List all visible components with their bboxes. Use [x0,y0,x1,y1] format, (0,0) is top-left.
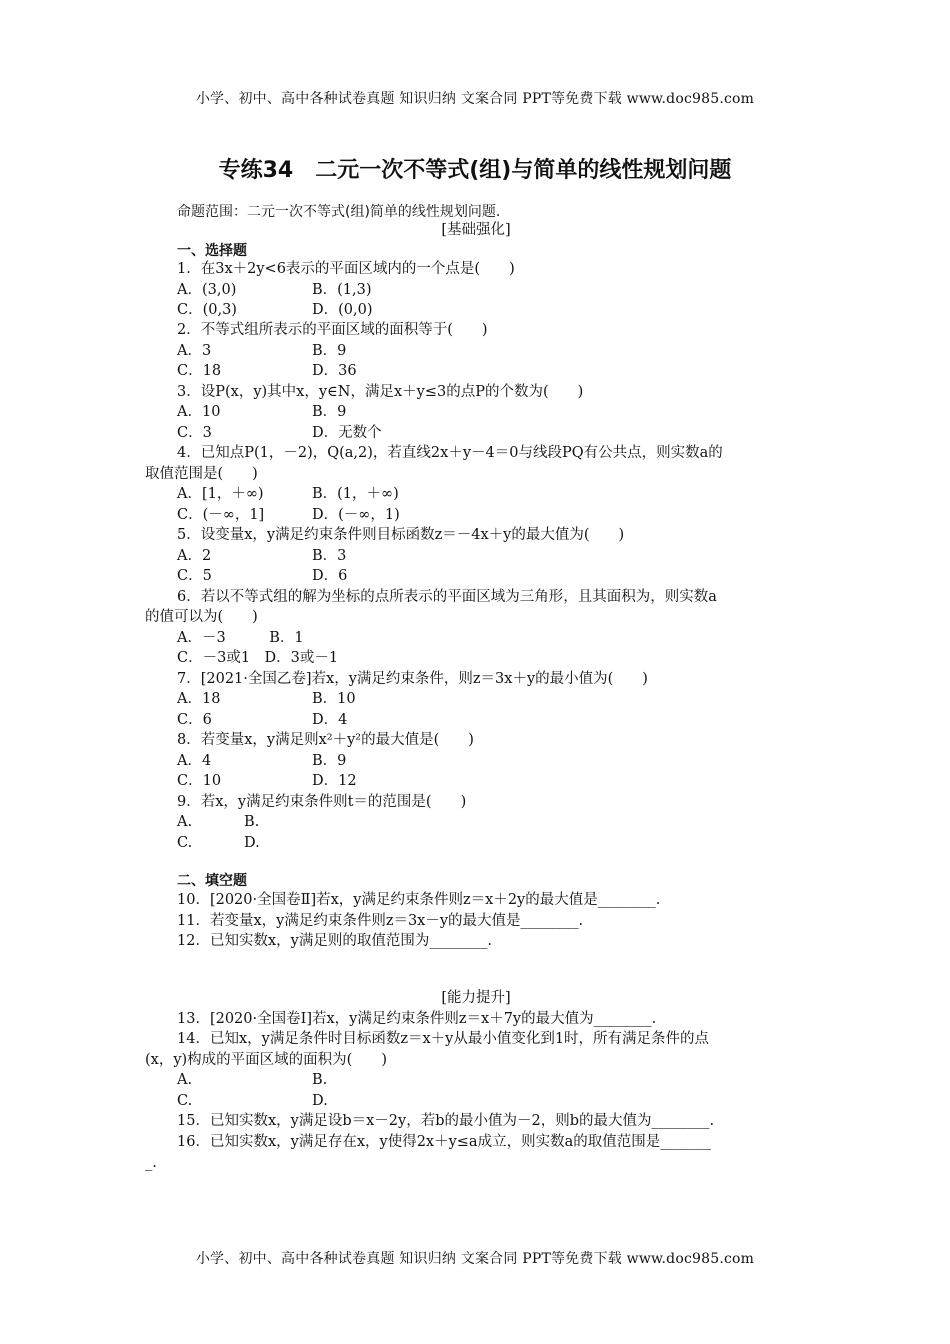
q4-option-d: D．(－∞，1) [312,507,400,523]
q7-option-a: A．18 [177,691,221,707]
question-14: 14．已知x，y满足条件时目标函数z＝x＋y从最小值变化到1时，所有满足条件的点 [177,1031,710,1047]
q14-option-b: B. [312,1072,328,1088]
question-6: 6．若以不等式组的解为坐标的点所表示的平面区域为三角形，且其面积为，则实数a [177,589,717,605]
q8-option-a: A．4 [177,753,212,769]
q14-option-a: A. [177,1072,193,1088]
question-6-cont: 的值可以为( ) [145,609,258,625]
question-5: 5．设变量x，y满足约束条件则目标函数z＝－4x＋y的最大值为( ) [177,527,625,543]
q5-option-c: C．5 [177,568,212,584]
q9-option-c: C. [177,835,193,851]
q8-option-c: C．10 [177,773,222,789]
scope-text: 命题范围：二元一次不等式(组)简单的线性规划问题. [177,204,501,220]
fill-section-heading: 二、填空题 [177,873,247,889]
q9-option-a: A. [177,814,193,830]
q3-option-a: A．10 [177,404,221,420]
question-10: 10．[2020·全国卷Ⅱ]若x，y满足约束条件则z＝x＋2y的最大值是________. [177,892,661,908]
q3-option-b: B．9 [312,404,347,420]
question-2: 2．不等式组所表示的平面区域的面积等于( ) [177,322,488,338]
q8-option-b: B．9 [312,753,347,769]
q4-option-c: C．(－∞，1] [177,507,265,523]
q9-option-d: D. [244,835,260,851]
q9-option-b: B. [244,814,260,830]
question-9: 9．若x，y满足约束条件则t＝的范围是( ) [177,794,467,810]
q5-option-b: B．3 [312,548,347,564]
q7-option-d: D．4 [312,712,348,728]
q7-option-c: C．6 [177,712,212,728]
footer-banner: 小学、初中、高中各种试卷真题 知识归纳 文案合同 PPT等免费下载 www.doc985.com [195,1251,755,1267]
advanced-section-tag: [能力提升] [441,990,511,1006]
q14-option-d: D. [312,1093,328,1109]
header-banner: 小学、初中、高中各种试卷真题 知识归纳 文案合同 PPT等免费下载 www.doc985.com [195,91,755,107]
q7-option-b: B．10 [312,691,356,707]
q6-options-ab: A．－3 B．1 [177,630,304,646]
q8-option-d: D．12 [312,773,357,789]
question-4: 4．已知点P(1，－2)，Q(a,2)，若直线2x＋y－4＝0与线段PQ有公共点，则实数a的 [177,445,723,461]
q1-option-a: A．(3,0) [177,282,237,298]
q3-option-c: C．3 [177,425,212,441]
question-7: 7．[2021·全国乙卷]若x，y满足约束条件，则z＝3x＋y的最小值为( ) [177,671,648,687]
q5-option-d: D．6 [312,568,348,584]
q1-option-b: B．(1,3) [312,282,372,298]
q3-option-d: D．无数个 [312,425,382,441]
q1-option-c: C．(0,3) [177,302,237,318]
question-4-cont: 取值范围是( ) [145,466,258,482]
question-3: 3．设P(x，y)其中x，y∈N，满足x＋y≤3的点P的个数为( ) [177,384,584,400]
question-12: 12．已知实数x，y满足则的取值范围为________. [177,933,492,949]
q2-option-a: A．3 [177,343,212,359]
q1-option-d: D．(0,0) [312,302,373,318]
q14-option-c: C. [177,1093,193,1109]
page-title: 专练34 二元一次不等式(组)与简单的线性规划问题 [218,158,732,183]
question-8: 8．若变量x，y满足则x²＋y²的最大值是( ) [177,732,474,748]
question-1: 1．在3x＋2y<6表示的平面区域内的一个点是( ) [177,261,515,277]
q5-option-a: A．2 [177,548,212,564]
choice-section-heading: 一、选择题 [177,243,247,259]
basic-section-tag: [基础强化] [441,222,511,238]
question-11: 11．若变量x，y满足约束条件则z＝3x－y的最大值是________. [177,913,584,929]
q2-option-b: B．9 [312,343,347,359]
question-13: 13．[2020·全国卷Ⅰ]若x，y满足约束条件则z＝x＋7y的最大值为________. [177,1011,657,1027]
q4-option-b: B．(1，＋∞) [312,486,399,502]
q2-option-c: C．18 [177,363,222,379]
question-14-cont: (x，y)构成的平面区域的面积为( ) [145,1052,387,1068]
q2-option-d: D．36 [312,363,357,379]
q6-options-cd: C．－3或1 D．3或－1 [177,650,339,666]
question-16-cont: _. [145,1155,157,1171]
q4-option-a: A．[1，＋∞) [177,486,264,502]
question-15: 15．已知实数x，y满足设b＝x－2y，若b的最小值为－2，则b的最大值为________. [177,1113,715,1129]
question-16: 16．已知实数x，y满足存在x，y使得2x＋y≤a成立，则实数a的取值范围是_______ [177,1134,711,1150]
